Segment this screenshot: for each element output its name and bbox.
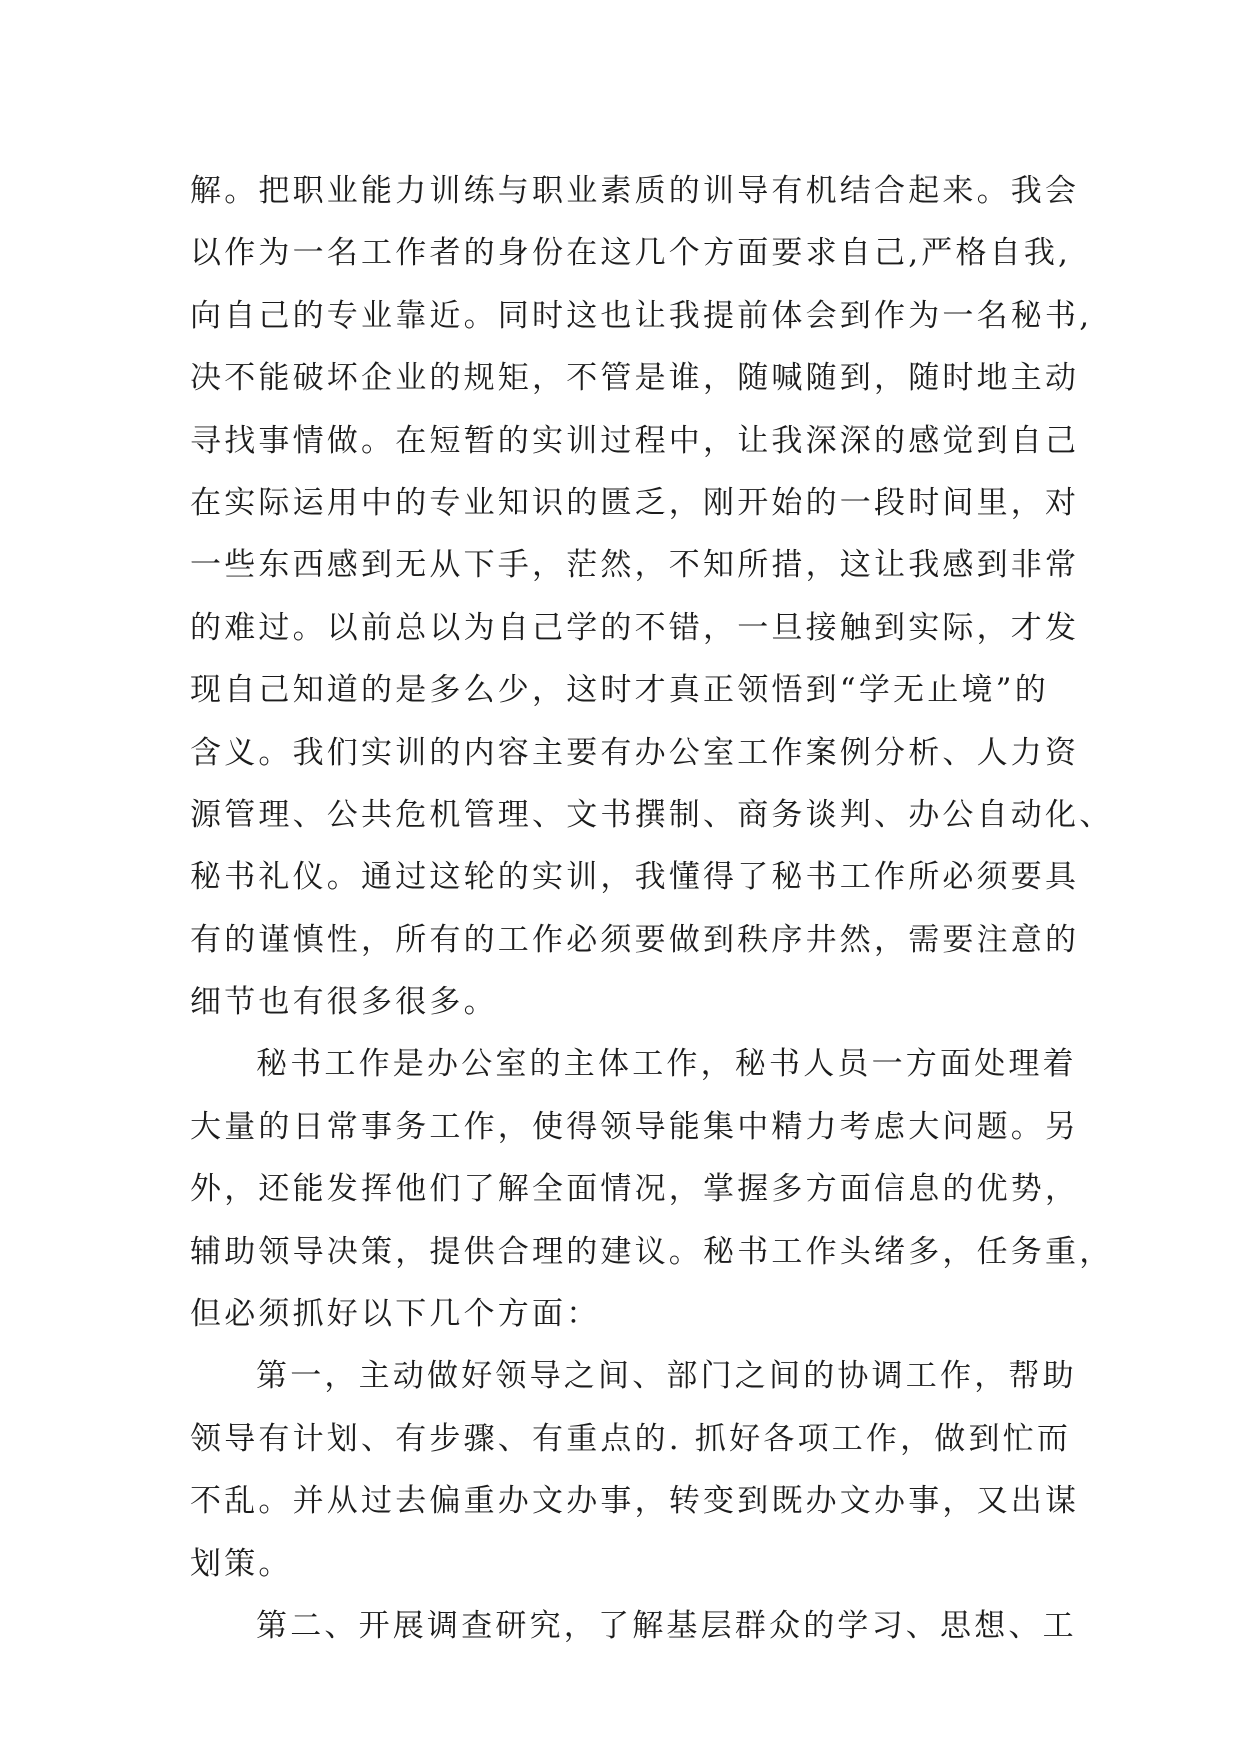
text-line: 源管理、公共危机管理、文书撰制、商务谈判、办公自动化、 xyxy=(190,796,1114,833)
text-line: 有的谨慎性，所有的工作必须要做到秩序井然，需要注意的 xyxy=(190,921,1080,958)
document-body xyxy=(190,160,1114,1657)
paragraph xyxy=(190,1595,1090,1657)
text-line: 含义。我们实训的内容主要有办公室工作案例分析、人力资 xyxy=(190,734,1080,771)
text-line: 在实际运用中的专业知识的匮乏，刚开始的一段时间里，对 xyxy=(190,484,1080,521)
text-line: 解。把职业能力训练与职业素质的训导有机结合起来。我会 xyxy=(190,173,1080,209)
text-line: 秘书工作是办公室的主体工作，秘书人员一方面处理着 xyxy=(256,1046,1077,1083)
text-line: 寻找事情做。在短暂的实训过程中，让我深深的感觉到自己 xyxy=(190,422,1080,459)
paragraph xyxy=(190,1345,1090,1595)
text-line: 不乱。并从过去偏重办文办事，转变到既办文办事，又出谋 xyxy=(190,1483,1080,1520)
text-line: 但必须抓好以下几个方面： xyxy=(190,1296,601,1333)
text-line: 决不能破坏企业的规矩，不管是谁，随喊随到，随时地主动 xyxy=(190,360,1080,397)
text-line: 现自己知道的是多么少，这时才真正领悟到“学无止境”的 xyxy=(190,672,1049,709)
text-line: 以作为一名工作者的身份在这几个方面要求自己,严格自我, xyxy=(190,235,1072,272)
text-line: 第二、开展调查研究，了解基层群众的学习、思想、工 xyxy=(256,1607,1077,1644)
text-line: 辅助领导决策，提供合理的建议。秘书工作头绪多，任务重， xyxy=(190,1233,1114,1270)
text-line: 大量的日常事务工作，使得领导能集中精力考虑大问题。另 xyxy=(190,1108,1080,1145)
paragraph xyxy=(190,1033,1114,1345)
text-line: 一些东西感到无从下手，茫然，不知所措，这让我感到非常 xyxy=(190,547,1080,584)
text-line: 外，还能发挥他们了解全面情况，掌握多方面信息的优势， xyxy=(190,1171,1080,1208)
text-line: 的难过。以前总以为自己学的不错，一旦接触到实际，才发 xyxy=(190,609,1080,646)
text-line: 向自己的专业靠近。同时这也让我提前体会到作为一名秘书, xyxy=(190,297,1093,334)
text-line: 秘书礼仪。通过这轮的实训，我懂得了秘书工作所必须要具 xyxy=(190,859,1080,896)
text-line: 划策。 xyxy=(190,1545,293,1582)
text-line: 第一，主动做好领导之间、部门之间的协调工作，帮助 xyxy=(256,1358,1077,1395)
text-line: 细节也有很多很多。 xyxy=(190,984,498,1021)
text-line: 领导有计划、有步骤、有重点的. 抓好各项工作，做到忙而 xyxy=(190,1420,1072,1457)
paragraph xyxy=(190,160,1114,1033)
